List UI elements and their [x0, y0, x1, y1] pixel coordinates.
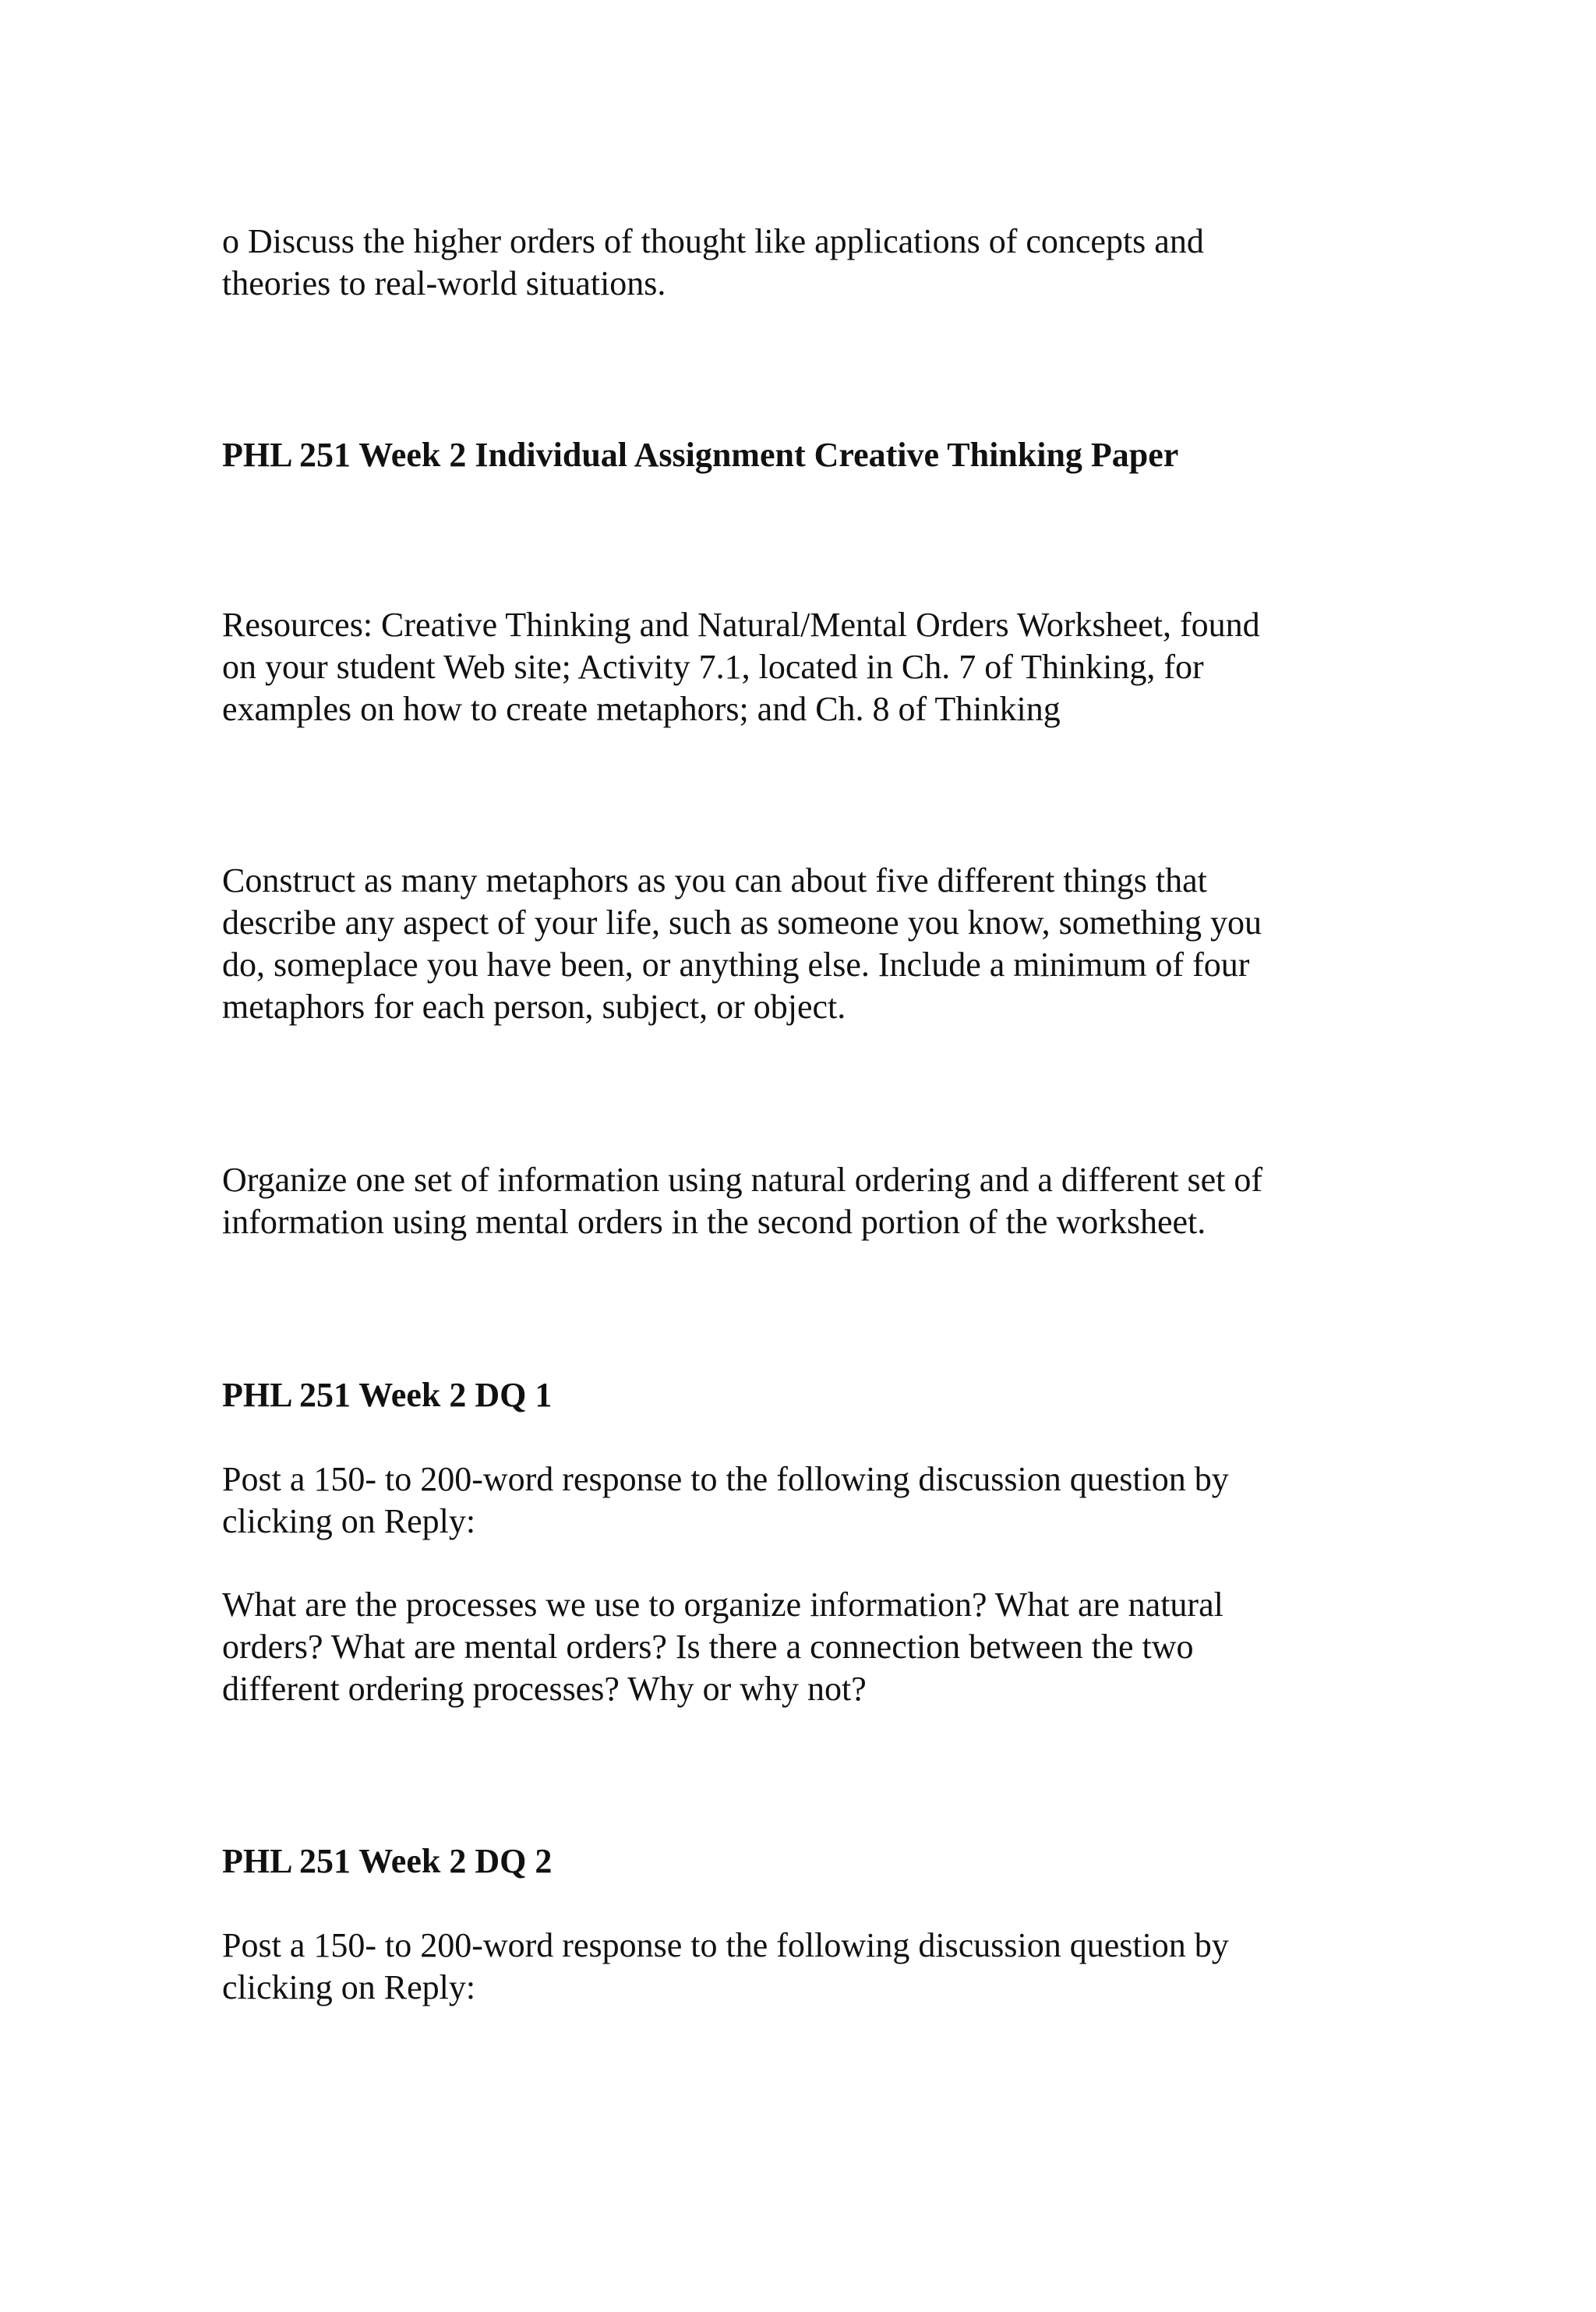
heading-text: PHL 251 Week 2 DQ 2: [222, 1842, 553, 1880]
text-line: Post a 150- to 200-word response to the following discussion question by: [222, 1926, 1229, 1964]
text-line: metaphors for each person, subject, or object.: [222, 988, 846, 1026]
paragraph-resources: [222, 604, 1375, 730]
text-line: Organize one set of information using natural ordering and a different set of: [222, 1161, 1263, 1199]
text-line: on your student Web site; Activity 7.1, located in Ch. 7 of Thinking, for: [222, 648, 1204, 686]
text-line: do, someplace you have been, or anything else. Include a minimum of four: [222, 946, 1250, 984]
text-line: o Discuss the higher orders of thought like applications of concepts and: [222, 222, 1204, 260]
paragraph-dq1-question: [222, 1584, 1375, 1710]
text-line: Post a 150- to 200-word response to the following discussion question by: [222, 1460, 1229, 1498]
text-line: different ordering processes? Why or why not?: [222, 1670, 867, 1708]
text-line: clicking on Reply:: [222, 1968, 476, 2006]
heading-individual-assignment: [222, 434, 1375, 476]
heading-dq1: [222, 1374, 1375, 1416]
text-line: Construct as many metaphors as you can about five different things that: [222, 861, 1207, 900]
text-line: information using mental orders in the second portion of the worksheet.: [222, 1203, 1206, 1241]
paragraph-organize: [222, 1159, 1375, 1243]
text-line: Resources: Creative Thinking and Natural/Mental Orders Worksheet, found: [222, 606, 1260, 644]
paragraph-dq1-instructions: [222, 1458, 1375, 1543]
heading-text: PHL 251 Week 2 DQ 1: [222, 1376, 553, 1414]
paragraph-dq2-instructions: [222, 1925, 1375, 2009]
text-line: orders? What are mental orders? Is there a connection between the two: [222, 1628, 1194, 1666]
text-line: describe any aspect of your life, such as someone you know, something you: [222, 903, 1262, 942]
paragraph-intro-discuss: [222, 221, 1375, 305]
paragraph-construct-metaphors: [222, 860, 1375, 1028]
text-line: What are the processes we use to organize information? What are natural: [222, 1586, 1223, 1624]
text-line: theories to real-world situations.: [222, 264, 666, 302]
text-line: clicking on Reply:: [222, 1502, 476, 1540]
heading-dq2: [222, 1840, 1375, 1882]
heading-text: PHL 251 Week 2 Individual Assignment Creative Thinking Paper: [222, 436, 1179, 474]
text-line: examples on how to create metaphors; and Ch. 8 of Thinking: [222, 690, 1061, 728]
